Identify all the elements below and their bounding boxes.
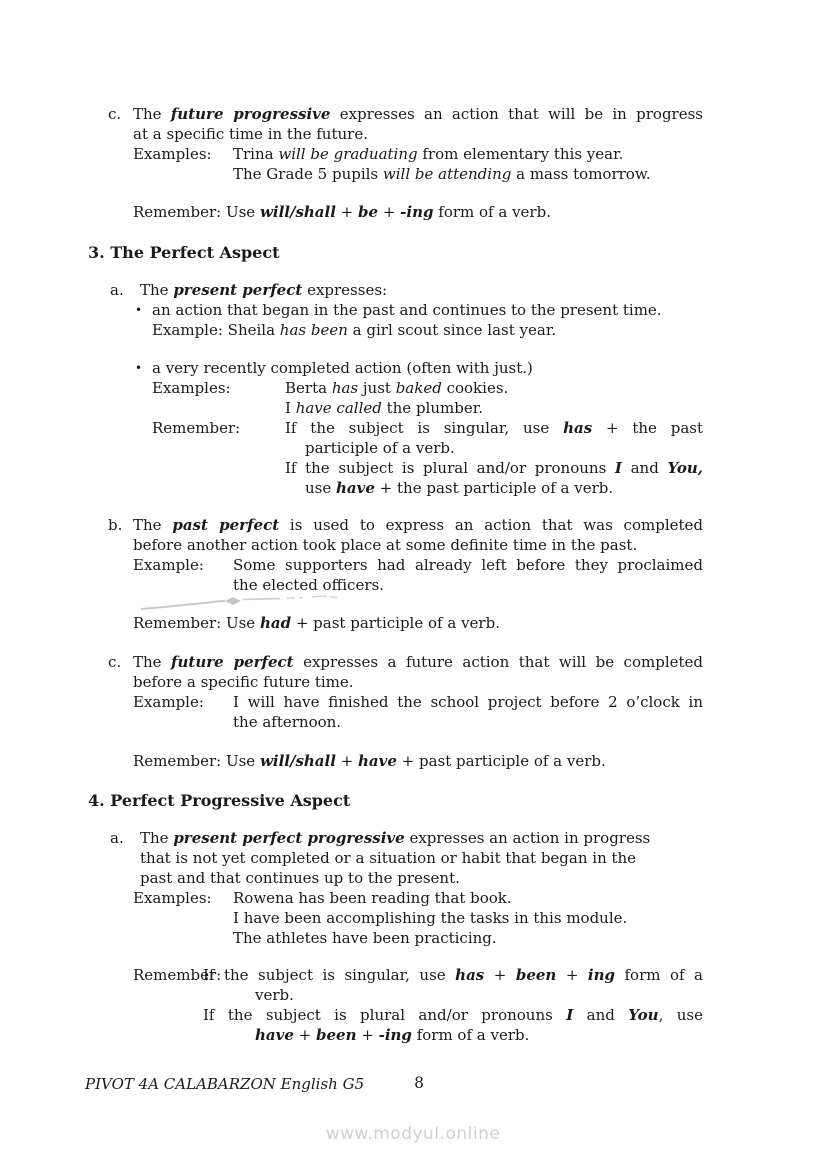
text-segment: form of a verb. bbox=[411, 1026, 530, 1044]
text-segment: expresses: bbox=[302, 281, 388, 299]
text-segment: Remember: Use bbox=[133, 203, 260, 221]
text-segment: form of a verb. bbox=[433, 203, 551, 221]
emphasized-text: have called bbox=[295, 399, 382, 417]
text-segment: use bbox=[305, 479, 337, 497]
scan-artifact-mark bbox=[140, 595, 345, 611]
emphasized-text: future perfect bbox=[171, 653, 294, 671]
text-line bbox=[133, 515, 703, 535]
text-line bbox=[133, 124, 703, 144]
text-line bbox=[133, 652, 703, 672]
text-line bbox=[203, 1005, 703, 1025]
item-label: Remember: bbox=[152, 419, 241, 437]
text-segment: The bbox=[133, 105, 171, 123]
text-line bbox=[233, 928, 703, 948]
item-label: a. bbox=[110, 829, 124, 847]
item-a-present-perfect-progressive bbox=[88, 828, 703, 888]
item-label: Example: bbox=[133, 556, 204, 574]
text-segment: The athletes have been practicing. bbox=[233, 929, 497, 947]
emphasized-text: been bbox=[316, 1026, 357, 1044]
emphasized-text: -ing bbox=[400, 203, 434, 221]
text-line bbox=[285, 398, 703, 418]
footer-text: PIVOT 4A CALABARZON English G5 bbox=[85, 1075, 365, 1093]
text-line bbox=[133, 751, 703, 771]
text-segment: at a specific time in the future. bbox=[133, 125, 368, 143]
text-segment: Some supporters had already left before they proclaimed bbox=[233, 556, 703, 574]
text-segment: The Grade 5 pupils bbox=[233, 165, 383, 183]
item-a-present-perfect bbox=[88, 280, 703, 300]
text-segment: 3. The Perfect Aspect bbox=[88, 243, 280, 262]
text-line bbox=[233, 692, 703, 712]
item-label: a. bbox=[110, 281, 124, 299]
text-segment: the elected officers. bbox=[233, 576, 384, 594]
text-segment: a mass tomorrow. bbox=[511, 165, 651, 183]
item-c-future-perfect bbox=[88, 652, 703, 692]
emphasized-text: be bbox=[358, 203, 379, 221]
text-segment: expresses an action that will be in progress bbox=[330, 105, 703, 123]
text-line bbox=[140, 828, 703, 848]
text-segment: Example: Sheila bbox=[152, 321, 280, 339]
text-segment: is used to express an action that was completed bbox=[279, 516, 703, 534]
emphasized-text: ing bbox=[587, 966, 615, 984]
emphasized-text: has bbox=[563, 419, 593, 437]
text-line bbox=[203, 985, 703, 1005]
text-segment: + bbox=[484, 966, 516, 984]
text-line bbox=[233, 908, 703, 928]
text-segment: form of a bbox=[614, 966, 703, 984]
text-segment: + the past bbox=[592, 419, 704, 437]
emphasized-text: -ing bbox=[378, 1026, 412, 1044]
text-segment: an action that began in the past and continues to the present time. bbox=[152, 301, 662, 319]
text-segment: + bbox=[356, 1026, 379, 1044]
text-segment: verb. bbox=[255, 986, 294, 1004]
item-label: • bbox=[135, 361, 143, 375]
item-label: Examples: bbox=[152, 379, 231, 397]
item-label: c. bbox=[108, 105, 122, 123]
emphasized-text: had bbox=[259, 614, 292, 632]
remember-future-perfect bbox=[88, 751, 703, 771]
page-number: 8 bbox=[414, 1074, 424, 1092]
text-line bbox=[133, 613, 703, 633]
text-segment: If the subject is singular, use bbox=[285, 419, 564, 437]
text-segment: and bbox=[621, 459, 668, 477]
item-label: Example: bbox=[133, 693, 204, 711]
text-line bbox=[233, 555, 703, 575]
emphasized-text: been bbox=[515, 966, 557, 984]
text-segment: before another action took place at some definite time in the past. bbox=[133, 536, 638, 554]
text-segment: The bbox=[140, 281, 174, 299]
emphasized-text: have bbox=[255, 1026, 294, 1044]
text-segment: cookies. bbox=[441, 379, 509, 397]
emphasized-text: have bbox=[358, 752, 397, 770]
document-content bbox=[88, 104, 703, 1045]
text-segment: + bbox=[556, 966, 588, 984]
remember-perfect-progressive bbox=[88, 965, 703, 1045]
example-past-perfect bbox=[88, 555, 703, 595]
text-segment: past and that continues up to the present. bbox=[140, 869, 460, 887]
text-segment: expresses a future action that will be completed bbox=[293, 653, 703, 671]
emphasized-text: will be attending bbox=[382, 165, 512, 183]
example-future-perfect bbox=[88, 692, 703, 732]
emphasized-text: will/shall bbox=[259, 752, 336, 770]
item-b-past-perfect bbox=[88, 515, 703, 555]
text-line bbox=[203, 1025, 703, 1045]
text-segment: The bbox=[133, 653, 172, 671]
examples-recent-action bbox=[88, 378, 703, 418]
emphasized-text: present perfect progressive bbox=[173, 829, 405, 847]
text-line bbox=[203, 965, 703, 985]
item-label: Examples: bbox=[133, 145, 212, 163]
text-segment: I have been accomplishing the tasks in this module. bbox=[233, 909, 628, 927]
remember-present-perfect bbox=[88, 418, 703, 498]
remember-past-perfect bbox=[88, 613, 703, 633]
text-segment: If the subject is plural and/or pronouns bbox=[203, 1006, 567, 1024]
emphasized-text: present perfect bbox=[173, 281, 303, 299]
text-line bbox=[140, 848, 703, 868]
remember-future-progressive bbox=[88, 202, 703, 222]
bullet-continuing-action bbox=[88, 300, 703, 340]
text-line bbox=[233, 164, 703, 184]
emphasized-text: baked bbox=[395, 379, 442, 397]
item-label: • bbox=[135, 303, 143, 317]
text-segment: the plumber. bbox=[381, 399, 483, 417]
heading-perfect-aspect bbox=[88, 242, 703, 263]
text-segment: Remember: Use bbox=[133, 752, 260, 770]
text-line bbox=[133, 672, 703, 692]
text-segment: a girl scout since last year. bbox=[347, 321, 557, 339]
text-segment: Rowena has been reading that book. bbox=[233, 889, 512, 907]
item-label: b. bbox=[108, 516, 123, 534]
emphasized-text: I bbox=[566, 1006, 574, 1024]
text-line bbox=[285, 478, 703, 498]
emphasized-text: have bbox=[336, 479, 375, 497]
text-line bbox=[152, 358, 703, 378]
text-line bbox=[88, 242, 703, 263]
watermark: www.modyul.online bbox=[325, 1124, 501, 1144]
scan-artifact bbox=[88, 595, 703, 611]
emphasized-text: You bbox=[628, 1006, 659, 1024]
text-line bbox=[233, 575, 703, 595]
text-segment: + bbox=[378, 203, 401, 221]
text-segment: from elementary this year. bbox=[417, 145, 624, 163]
emphasized-text: has bbox=[331, 379, 359, 397]
text-segment: just bbox=[358, 379, 396, 397]
text-segment: before a specific future time. bbox=[133, 673, 354, 691]
emphasized-text: has been bbox=[279, 321, 348, 339]
text-segment: I bbox=[285, 399, 296, 417]
emphasized-text: future progressive bbox=[170, 105, 331, 123]
emphasized-text: You, bbox=[667, 459, 703, 477]
text-line bbox=[133, 104, 703, 124]
text-segment: + past participle of a verb. bbox=[396, 752, 606, 770]
text-segment: the afternoon. bbox=[233, 713, 342, 731]
examples-future-progressive bbox=[88, 144, 703, 184]
text-line bbox=[233, 888, 703, 908]
text-segment: + past participle of a verb. bbox=[291, 614, 500, 632]
text-segment: and bbox=[573, 1006, 629, 1024]
text-segment: , use bbox=[658, 1006, 703, 1024]
text-segment: participle of a verb. bbox=[305, 439, 455, 457]
text-segment: + bbox=[335, 203, 359, 221]
text-segment: If the subject is singular, use bbox=[203, 966, 456, 984]
item-label: c. bbox=[108, 653, 122, 671]
text-line bbox=[285, 418, 703, 438]
text-segment: that is not yet completed or a situation or habit that began in the bbox=[140, 849, 637, 867]
bullet-recent-action bbox=[88, 358, 703, 378]
text-segment: If the subject is plural and/or pronouns bbox=[285, 459, 615, 477]
text-segment: + bbox=[335, 752, 359, 770]
text-segment: The bbox=[140, 829, 174, 847]
heading-perfect-progressive bbox=[88, 790, 703, 811]
text-segment: Trina bbox=[233, 145, 279, 163]
text-segment: Berta bbox=[285, 379, 332, 397]
text-segment: 4. Perfect Progressive Aspect bbox=[88, 791, 351, 810]
text-segment: Remember: Use bbox=[133, 614, 260, 632]
text-line bbox=[285, 438, 703, 458]
text-segment: a very recently completed action (often with just.) bbox=[152, 359, 533, 377]
emphasized-text: I bbox=[614, 459, 622, 477]
text-segment: expresses an action in progress bbox=[404, 829, 651, 847]
text-line bbox=[152, 320, 703, 340]
text-line bbox=[133, 202, 703, 222]
item-label: Remember: bbox=[133, 966, 222, 984]
emphasized-text: has bbox=[455, 966, 485, 984]
emphasized-text: will/shall bbox=[259, 203, 336, 221]
text-line bbox=[233, 144, 703, 164]
emphasized-text: will be graduating bbox=[278, 145, 418, 163]
text-line bbox=[233, 712, 703, 732]
text-segment: + the past participle of a verb. bbox=[374, 479, 614, 497]
text-line bbox=[285, 378, 703, 398]
item-label: Examples: bbox=[133, 889, 212, 907]
text-line bbox=[88, 790, 703, 811]
text-line bbox=[140, 280, 703, 300]
text-line bbox=[140, 868, 703, 888]
text-line bbox=[152, 300, 703, 320]
text-segment: I will have finished the school project before 2 o’clock in bbox=[233, 693, 703, 711]
text-line bbox=[133, 535, 703, 555]
text-segment: + bbox=[293, 1026, 316, 1044]
emphasized-text: past perfect bbox=[172, 516, 280, 534]
text-segment: The bbox=[133, 516, 173, 534]
item-c-future-progressive bbox=[88, 104, 703, 144]
examples-present-perfect-progressive bbox=[88, 888, 703, 948]
text-line bbox=[285, 458, 703, 478]
